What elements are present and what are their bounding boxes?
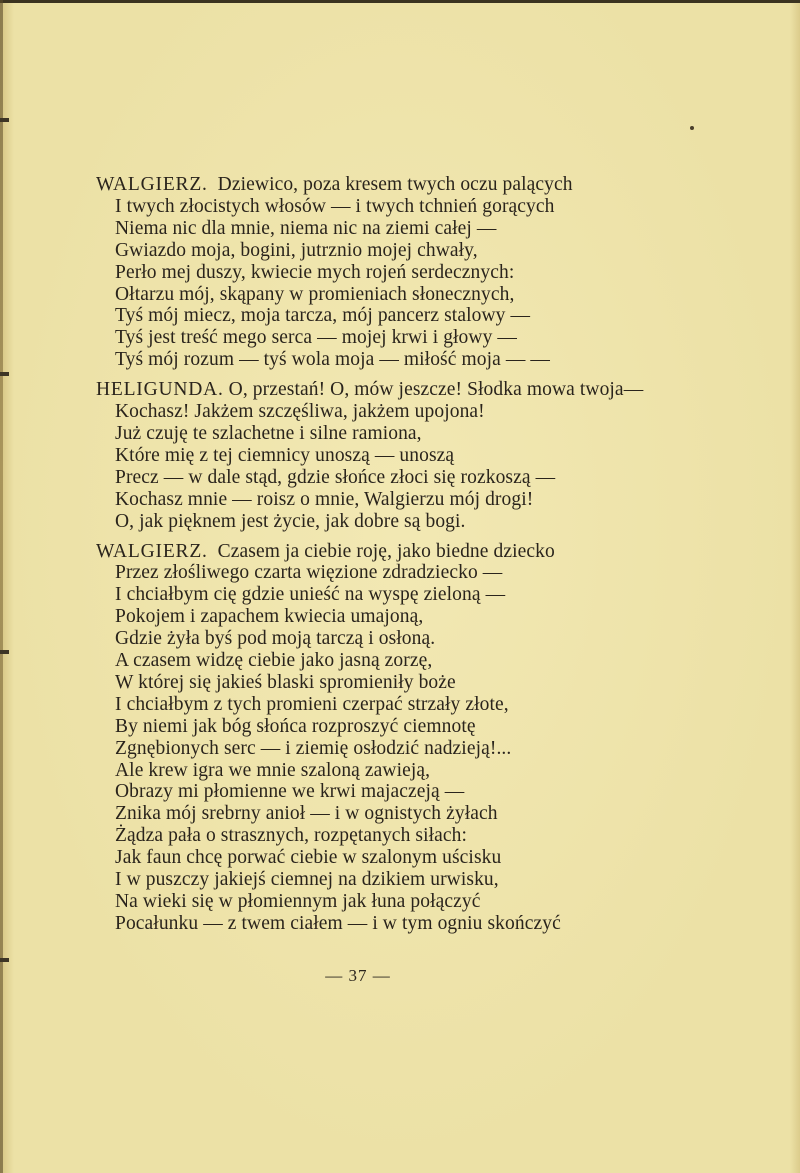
binding-mark (0, 650, 9, 654)
ink-speck (690, 126, 694, 130)
verse-line: Gwiazdo moja, bogini, jutrznio mojej chwały, (115, 239, 478, 261)
verse-line: Przez złośliwego czarta więzione zdradziecko — (115, 562, 503, 584)
page-binding-edge (0, 0, 3, 1173)
verse-line: Tyś jest treść mego serca — mojej krwi i głowy — (115, 327, 518, 349)
verse-line: I chciałbym cię gdzie unieść na wyspę zieloną — (115, 584, 506, 606)
poem-text (96, 174, 644, 943)
verse-line: Gdzie żyła byś pod moją tarczą i osłoną. (115, 628, 436, 650)
binding-mark (0, 372, 9, 376)
verse-line: Pocałunku — z twem ciałem — i w tym ogniu skończyć (115, 912, 561, 934)
verse-line: Tyś mój rozum — tyś wola moja — miłość moja — — (115, 349, 551, 371)
page-number: — 37 — (325, 966, 391, 985)
speaker-name: WALGIERZ. (96, 540, 208, 562)
verse-text: Czasem ja ciebie roję, jako biedne dziecko (217, 540, 555, 562)
verse-line: W której się jakieś blaski spromieniły boże (115, 671, 456, 693)
verse-line: Żądza pała o strasznych, rozpętanych siłach: (115, 825, 467, 847)
stanza (96, 541, 636, 935)
verse-line: Tyś mój miecz, moja tarcza, mój pancerz stalowy — (115, 305, 531, 327)
page-top-edge (0, 0, 800, 3)
verse-line: Precz — w dale stąd, gdzie słońce złoci się rozkoszą — (115, 466, 556, 488)
verse-line: Jak faun chcę porwać ciebie w szalonym uścisku (115, 847, 502, 869)
verse-line: A czasem widzę ciebie jako jasną zorzę, (115, 650, 433, 672)
verse-line: Ołtarzu mój, skąpany w promieniach słonecznych, (115, 283, 515, 305)
stanza (96, 379, 644, 532)
verse-line: Znika mój srebrny anioł — i w ognistych żyłach (115, 803, 498, 825)
speaker-name: WALGIERZ. (96, 174, 208, 195)
verse-line: Na wieki się w płomiennym jak łuna połączyć (115, 891, 481, 912)
speaker-name: HELIGUNDA. (96, 379, 224, 401)
verse-line: Które mię z tej ciemnicy unoszą — unoszą (115, 444, 455, 466)
binding-mark (0, 118, 9, 122)
stanza (96, 174, 636, 371)
verse-line: Kochasz! Jakżem szczęśliwa, jakżem upojona! (115, 401, 485, 423)
verse-line: Obrazy mi płomienne we krwi majaczeją — (115, 781, 465, 803)
verse-line (96, 379, 644, 401)
verse-line: Już czuję te szlachetne i silne ramiona, (115, 422, 422, 444)
verse-line: Pokojem i zapachem kwiecia umajoną, (115, 606, 424, 628)
verse-line: Niema nic dla mnie, niema nic na ziemi całej — (115, 217, 497, 239)
verse-line: Ale krew igra we mnie szaloną zawieją, (115, 759, 431, 781)
verse-line (96, 541, 636, 563)
verse-line: I twych złocistych włosów — i twych tchnień gorących (115, 195, 555, 217)
verse-line: Kochasz mnie — roisz o mnie, Walgierzu mój drogi! (115, 488, 534, 510)
verse-line: I w puszczy jakiejś ciemnej na dzikiem urwisku, (115, 869, 499, 891)
verse-text: O, przestań! O, mów jeszcze! Słodka mowa twoja— (228, 379, 644, 401)
verse-line: Zgnębionych serc — i ziemię osłodzić nadzieją!... (115, 737, 512, 759)
verse-line: Perło mej duszy, kwiecie mych rojeń serdecznych: (115, 261, 515, 283)
verse-text: Dziewico, poza kresem twych oczu palących (217, 174, 573, 195)
verse-line: O, jak pięknem jest życie, jak dobre są bogi. (115, 510, 466, 532)
verse-line: By niemi jak bóg słońca rozproszyć ciemnotę (115, 715, 476, 737)
binding-mark (0, 958, 9, 962)
verse-line: I chciałbym z tych promieni czerpać strzały złote, (115, 693, 509, 715)
verse-line (96, 174, 636, 196)
